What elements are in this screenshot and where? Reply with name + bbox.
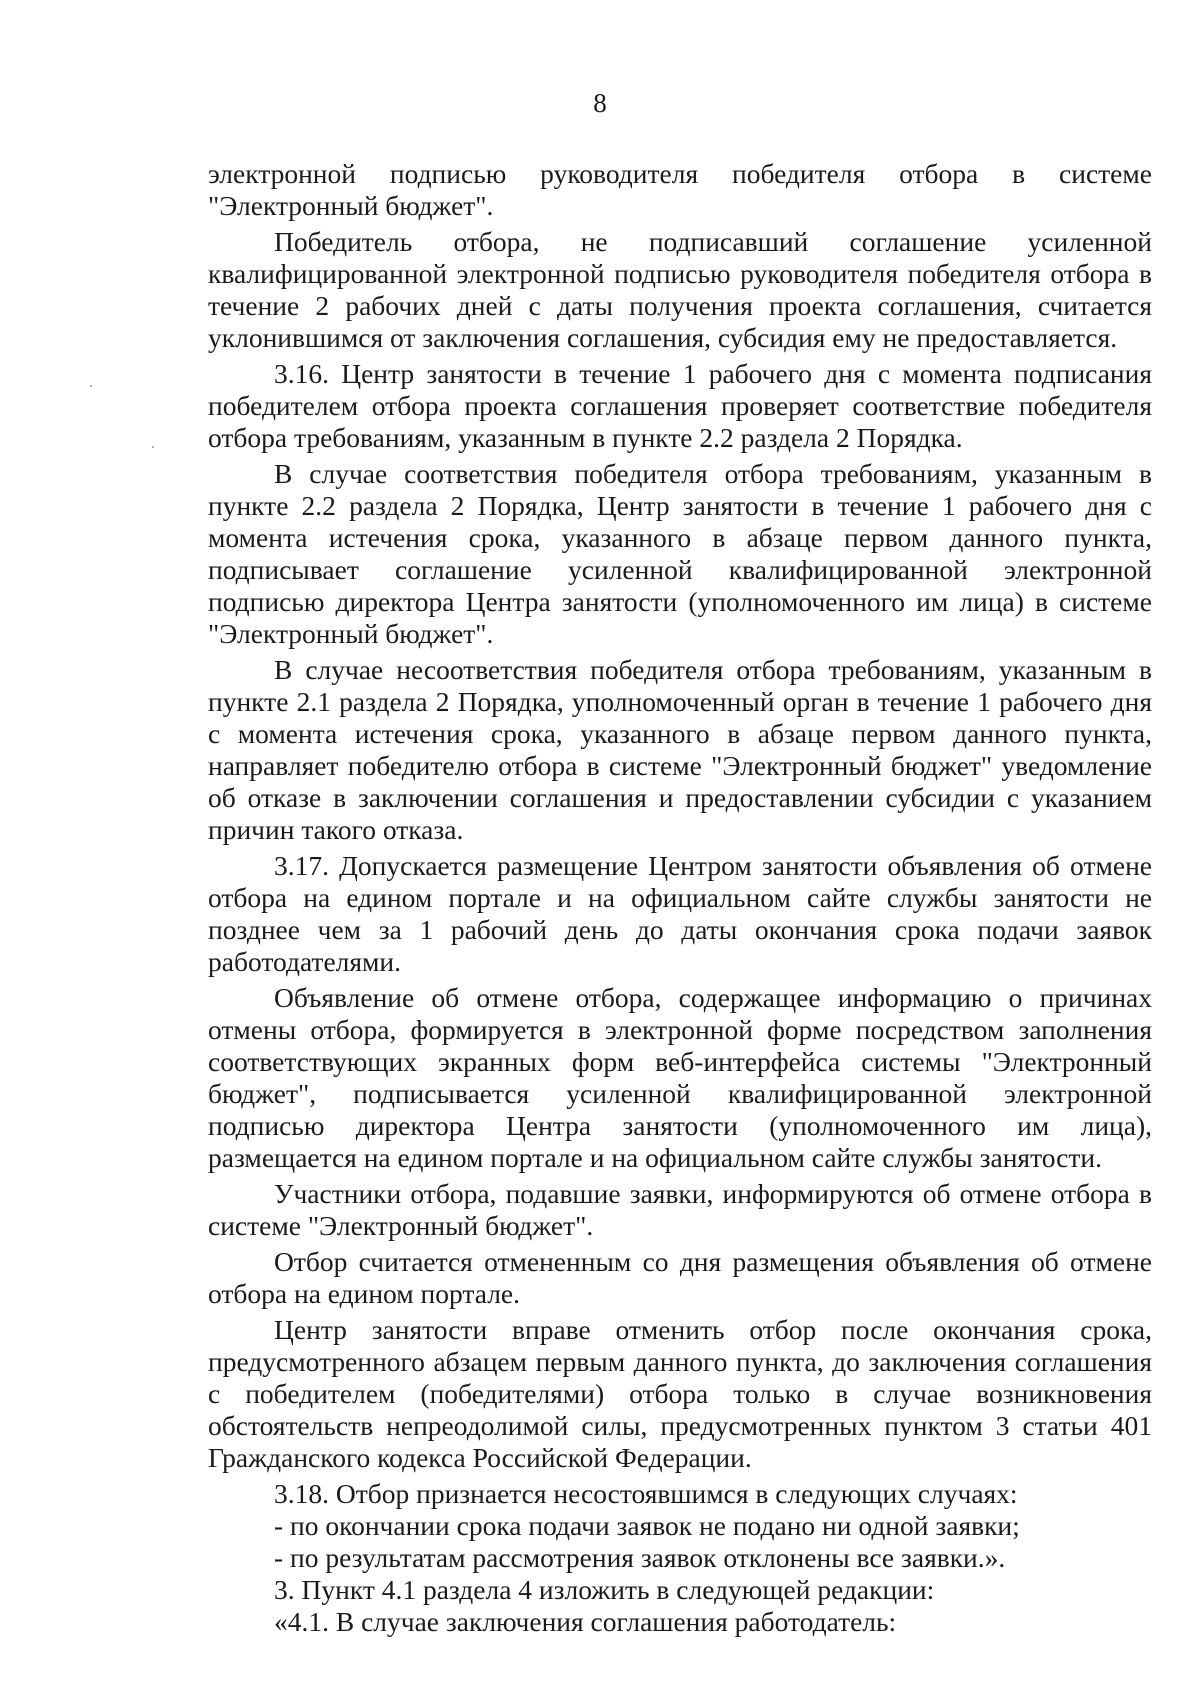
- paragraph: 3.16. Центр занятости в течение 1 рабочего дня с момента подписания победителем отбора проекта соглашения проверяет соответствие победителя отбора требованиям, указанным в пункте 2.2 раздела 2 Порядка.: [208, 358, 1152, 453]
- paragraph: Объявление об отмене отбора, содержащее информацию о причинах отмены отбора, формируется в электронной форме посредством заполнения соответствующих экранных форм веб-интерфейса системы "Электронный бюджет", подписывается усиленной квалифицированной электронной подписью директора Центра занятости (уполномоченного им лица), размещается на едином портале и на официальном сайте службы занятости.: [208, 982, 1152, 1173]
- paragraph: В случае соответствия победителя отбора требованиям, указанным в пункте 2.2 раздела 2 Порядка, Центр занятости в течение 1 рабочего дня с момента истечения срока, указанного в абзаце первом данного пункта, подписывает соглашение усиленной квалифицированной электронной подписью директора Центра занятости (уполномоченного им лица) в системе "Электронный бюджет".: [208, 458, 1152, 649]
- paragraph: 3.18. Отбор признается несостоявшимся в следующих случаях:: [274, 1478, 1018, 1509]
- paragraph: электронной подписью руководителя победителя отбора в системе "Электронный бюджет".: [208, 158, 1152, 221]
- paragraph: Центр занятости вправе отменить отбор после окончания срока, предусмотренного абзацем первым данного пункта, до заключения соглашения с победителем (победителями) отбора только в случае возникновения обстоятельств непреодолимой силы, предусмотренных пунктом 3 статьи 401 Гражданского кодекса Российской Федерации.: [208, 1314, 1152, 1473]
- paragraph: Отбор считается отмененным со дня размещения объявления об отмене отбора на едином портале.: [208, 1246, 1152, 1309]
- document-body: [208, 158, 1152, 1638]
- paragraph: В случае несоответствия победителя отбора требованиям, указанным в пункте 2.1 раздела 2 Порядка, уполномоченный орган в течение 1 рабочего дня с момента истечения срока, указанного в абзаце первом данного пункта, направляет победителю отбора в системе "Электронный бюджет" уведомление об отказе в заключении соглашения и предоставлении субсидии с указанием причин такого отказа.: [208, 654, 1152, 845]
- list-item: - по результатам рассмотрения заявок отклонены все заявки.».: [274, 1542, 1006, 1573]
- paragraph: Победитель отбора, не подписавший соглашение усиленной квалифицированной электронной подписью руководителя победителя отбора в течение 2 рабочих дней с даты получения проекта соглашения, считается уклонившимся от заключения соглашения, субсидия ему не предоставляется.: [208, 226, 1152, 353]
- list-item: 3. Пункт 4.1 раздела 4 изложить в следующей редакции:: [274, 1574, 935, 1605]
- page-number: 8: [593, 88, 607, 118]
- paragraph: 3.17. Допускается размещение Центром занятости объявления об отмене отбора на едином портале и на официальном сайте службы занятости не позднее чем за 1 рабочий день до даты окончания срока подачи заявок работодателями.: [208, 850, 1152, 977]
- list-item: - по окончании срока подачи заявок не подано ни одной заявки;: [274, 1510, 1020, 1541]
- scan-speck: [90, 385, 92, 387]
- scan-speck: [152, 446, 154, 448]
- paragraph: Участники отбора, подавшие заявки, информируются об отмене отбора в системе "Электронный бюджет".: [208, 1178, 1152, 1241]
- list-item: «4.1. В случае заключения соглашения работодатель:: [274, 1606, 897, 1637]
